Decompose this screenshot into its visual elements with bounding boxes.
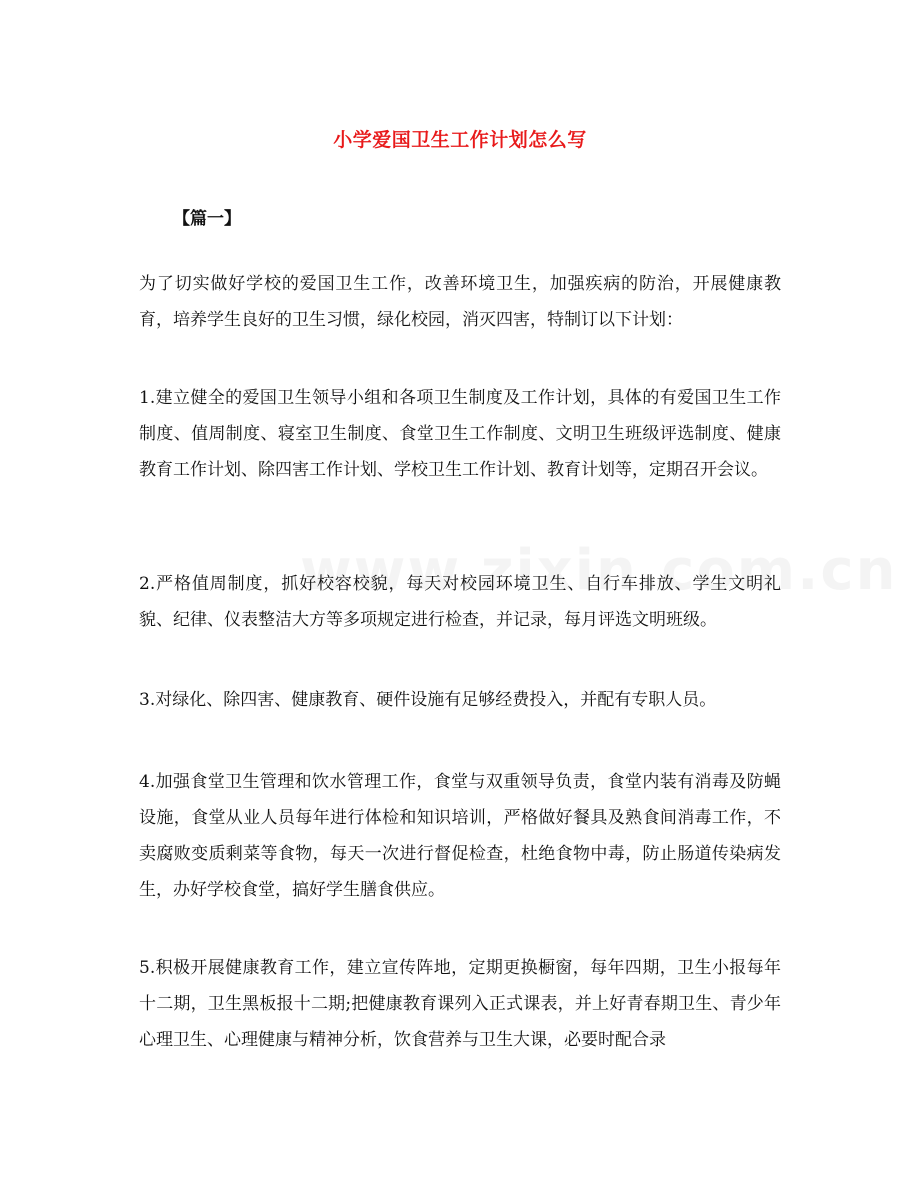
- paragraph-item-2: 2.严格值周制度，抓好校容校貌，每天对校园环境卫生、自行车排放、学生文明礼貌、纪律、仪表整洁大方等多项规定进行检查，并记录，每月评选文明班级。: [139, 574, 781, 630]
- section-heading: 【篇一】: [173, 209, 241, 229]
- paragraph-item-4: 4.加强食堂卫生管理和饮水管理工作，食堂与双重领导负责，食堂内装有消毒及防蝇设施，食堂从业人员每年进行体检和知识培训，严格做好餐具及熟食间消毒工作，不卖腐败变质剩菜等食物，每天一次进行督促检查，杜绝食物中毒，防止肠道传染病发生，办好学校食堂，搞好学生膳食供应。: [139, 772, 781, 900]
- paragraph-item-1: 1.建立健全的爱国卫生领导小组和各项卫生制度及工作计划，具体的有爱国卫生工作制度、值周制度、寝室卫生制度、食堂卫生工作制度、文明卫生班级评选制度、健康教育工作计划、除四害工作计划、学校卫生工作计划、教育计划等，定期召开会议。: [139, 388, 781, 480]
- document-title: 小学爱国卫生工作计划怎么写: [333, 129, 587, 151]
- paragraph-item-3: 3.对绿化、除四害、健康教育、硬件设施有足够经费投入，并配有专职人员。: [139, 690, 717, 710]
- paragraph-intro: 为了切实做好学校的爱国卫生工作，改善环境卫生，加强疾病的防治，开展健康教育，培养学生良好的卫生习惯，绿化校园，消灭四害，特制订以下计划：: [139, 274, 781, 330]
- paragraph-item-5: 5.积极开展健康教育工作，建立宣传阵地，定期更换橱窗，每年四期，卫生小报每年十二期，卫生黑板报十二期;把健康教育课列入正式课表，并上好青春期卫生、青少年心理卫生、心理健康与精神分析，饮食营养与卫生大课，必要时配合录: [139, 958, 781, 1050]
